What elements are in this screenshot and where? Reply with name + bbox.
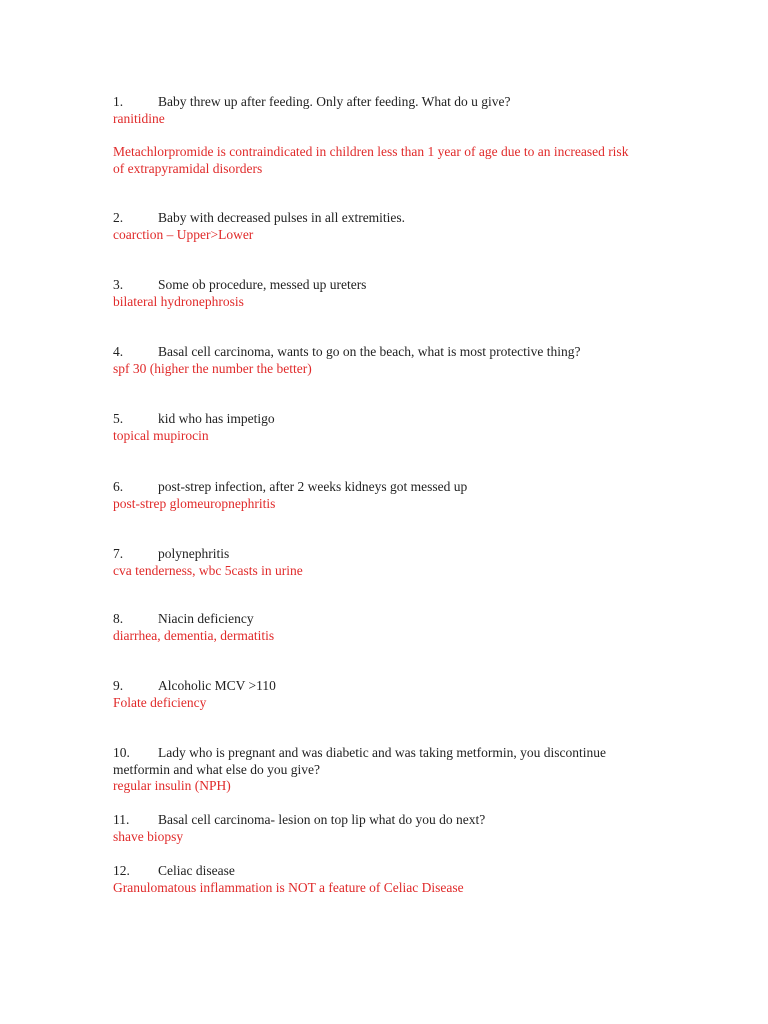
question-3	[113, 276, 366, 293]
question-9	[113, 677, 276, 694]
note-line-1: Metachlorpromide is contraindicated in children less than 1 year of age due to an increased risk	[113, 144, 629, 159]
question-text: post-strep infection, after 2 weeks kidneys got messed up	[158, 479, 468, 494]
answer-11: shave biopsy	[113, 829, 184, 844]
question-10	[113, 744, 606, 761]
answer-3: bilateral hydronephrosis	[113, 294, 244, 309]
question-8	[113, 610, 254, 627]
question-text: polynephritis	[158, 546, 230, 561]
question-number: 4.	[113, 344, 124, 359]
answer-2: coarction – Upper>Lower	[113, 227, 254, 242]
question-11	[113, 811, 485, 828]
answer-5: topical mupirocin	[113, 428, 209, 443]
question-text: Celiac disease	[158, 863, 235, 878]
answer-6: post-strep glomeuropnephritis	[113, 496, 276, 511]
question-number: 6.	[113, 479, 124, 494]
question-text: kid who has impetigo	[158, 411, 275, 426]
question-4	[113, 343, 581, 360]
question-number: 8.	[113, 611, 124, 626]
question-number: 11.	[113, 812, 130, 827]
answer-9: Folate deficiency	[113, 695, 207, 710]
answer-4: spf 30 (higher the number the better)	[113, 361, 312, 376]
answer-1: ranitidine	[113, 111, 165, 126]
question-number: 7.	[113, 546, 124, 561]
question-10-continued: metformin and what else do you give?	[113, 762, 320, 777]
answer-10: regular insulin (NPH)	[113, 778, 231, 793]
question-number: 2.	[113, 210, 124, 225]
question-number: 5.	[113, 411, 124, 426]
question-2	[113, 209, 405, 226]
question-5	[113, 410, 275, 427]
note-line-2: of extrapyramidal disorders	[113, 161, 263, 176]
question-number: 1.	[113, 94, 124, 109]
question-12	[113, 862, 235, 879]
question-number: 9.	[113, 678, 124, 693]
question-text: Lady who is pregnant and was diabetic and was taking metformin, you discontinue	[158, 745, 607, 760]
question-text: Some ob procedure, messed up ureters	[158, 277, 367, 292]
question-7	[113, 545, 229, 562]
answer-12: Granulomatous inflammation is NOT a feature of Celiac Disease	[113, 880, 464, 895]
question-text: Baby threw up after feeding. Only after feeding. What do u give?	[158, 94, 511, 109]
question-number: 10.	[113, 745, 130, 760]
question-1	[113, 93, 511, 110]
answer-7: cva tenderness, wbc 5casts in urine	[113, 563, 303, 578]
question-text: Basal cell carcinoma- lesion on top lip what do you do next?	[158, 812, 486, 827]
question-text: Niacin deficiency	[158, 611, 254, 626]
question-6	[113, 478, 467, 495]
question-text: Alcoholic MCV >110	[158, 678, 276, 693]
question-text: Basal cell carcinoma, wants to go on the beach, what is most protective thing?	[158, 344, 581, 359]
question-number: 12.	[113, 863, 130, 878]
question-number: 3.	[113, 277, 124, 292]
question-text: Baby with decreased pulses in all extremities.	[158, 210, 406, 225]
answer-8: diarrhea, dementia, dermatitis	[113, 628, 275, 643]
